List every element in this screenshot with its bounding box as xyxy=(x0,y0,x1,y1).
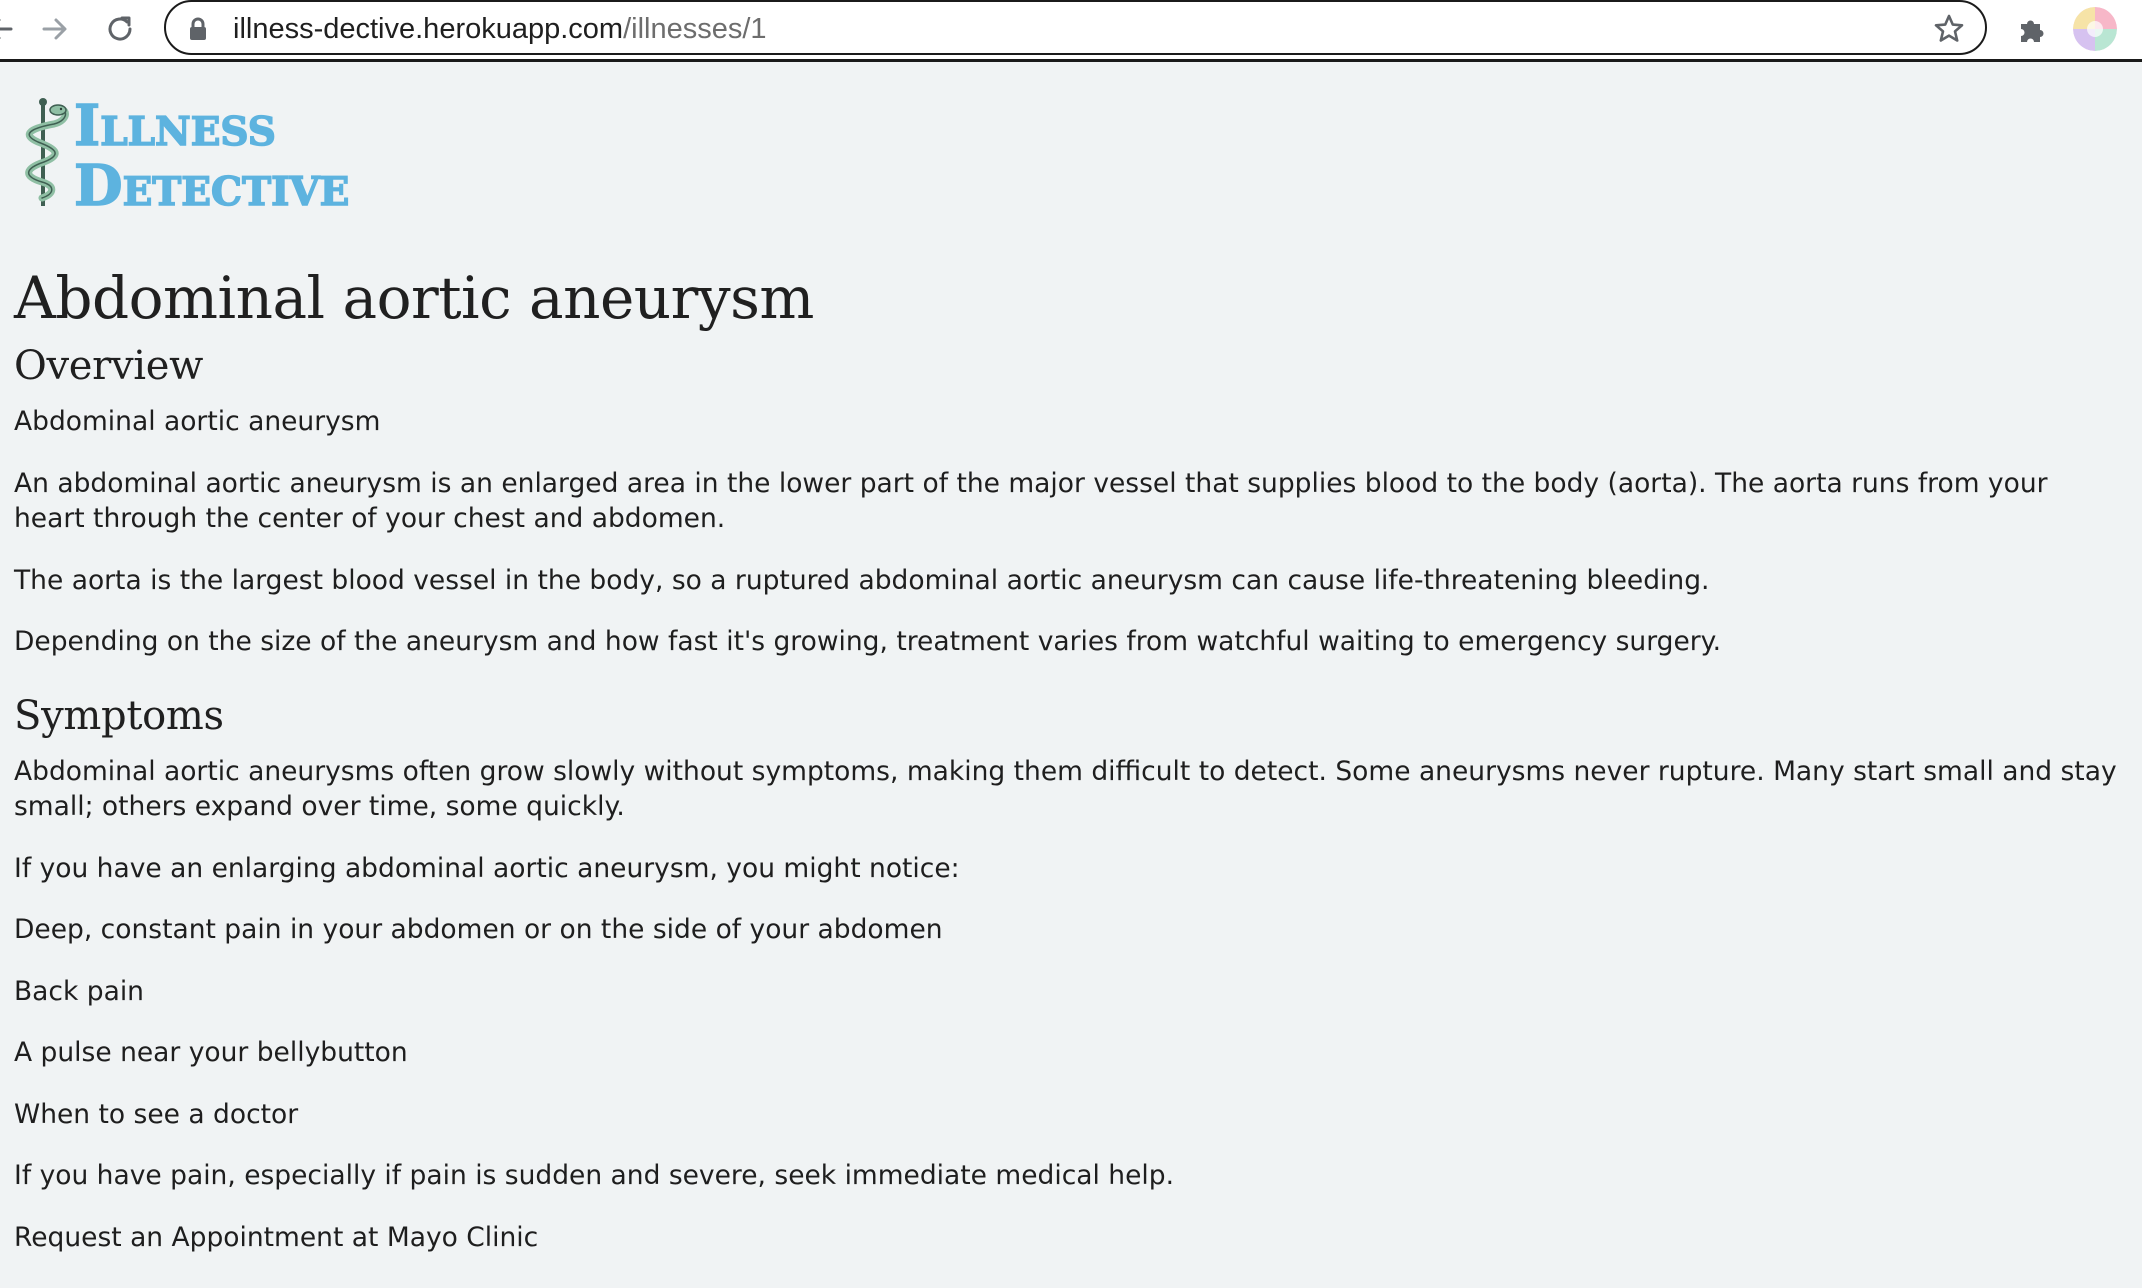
reload-icon xyxy=(104,13,136,45)
symptom-item: Back pain xyxy=(14,975,144,1007)
symptom-item: Deep, constant pain in your abdomen or on the side of your abdomen xyxy=(14,914,943,945)
overview-paragraph: The aorta is the largest blood vessel in the body, so a ruptured abdominal aortic aneurysm can cause life-threatening bleeding. xyxy=(14,564,1710,596)
site-logo[interactable] xyxy=(14,93,454,219)
page-title: Abdominal aortic aneurysm xyxy=(14,264,814,332)
symptoms-paragraph: If you have an enlarging abdominal aortic aneurysm, you might notice: xyxy=(14,852,960,884)
symptoms-paragraph: When to see a doctor xyxy=(14,1098,299,1130)
symptoms-heading: Symptoms xyxy=(14,692,224,739)
symptoms-paragraph: If you have pain, especially if pain is sudden and severe, seek immediate medical help. xyxy=(14,1160,1175,1191)
back-button[interactable] xyxy=(0,7,22,51)
extensions-button[interactable] xyxy=(2010,8,2054,52)
star-icon[interactable] xyxy=(1933,13,1965,45)
lock-icon[interactable] xyxy=(188,17,208,41)
url-text[interactable] xyxy=(233,12,767,46)
symptoms-paragraph: Abdominal aortic aneurysms often grow slowly without symptoms, making them difficult to detect. Some aneurysms never rupture. Many start small and stay small; others expand over time, some quickly. xyxy=(14,755,2117,822)
overview-heading: Overview xyxy=(14,343,204,389)
logo-line-2: Detective xyxy=(74,153,350,219)
url-path: /illnesses/1 xyxy=(623,13,767,45)
illness-article xyxy=(14,262,2124,1255)
browser-toolbar xyxy=(0,0,2142,62)
url-host: illness-dective.herokuapp.com xyxy=(233,13,624,45)
forward-button[interactable] xyxy=(33,7,77,51)
puzzle-icon xyxy=(2017,15,2047,45)
avatar[interactable] xyxy=(2073,7,2117,51)
profile-image xyxy=(2073,7,2117,51)
arrow-left-icon xyxy=(0,14,15,44)
logo-line-1: Illness xyxy=(74,93,276,159)
overview-paragraph: Depending on the size of the aneurysm and how fast it's growing, treatment varies from watchful waiting to emergency surgery. xyxy=(14,626,1721,657)
reload-button[interactable] xyxy=(98,7,142,51)
logo-wordmark xyxy=(74,93,350,219)
arrow-right-icon xyxy=(40,14,70,44)
symptom-item: A pulse near your bellybutton xyxy=(14,1037,408,1068)
overview-paragraph: An abdominal aortic aneurysm is an enlarged area in the lower part of the major vessel that supplies blood to the body (aorta). The aorta runs from your heart through the center of your chest and abdomen. xyxy=(14,467,2048,534)
address-bar[interactable] xyxy=(164,0,1987,55)
overview-paragraph: Abdominal aortic aneurysm xyxy=(14,406,381,437)
caduceus-icon xyxy=(14,96,72,208)
symptoms-paragraph: Request an Appointment at Mayo Clinic xyxy=(14,1221,539,1253)
